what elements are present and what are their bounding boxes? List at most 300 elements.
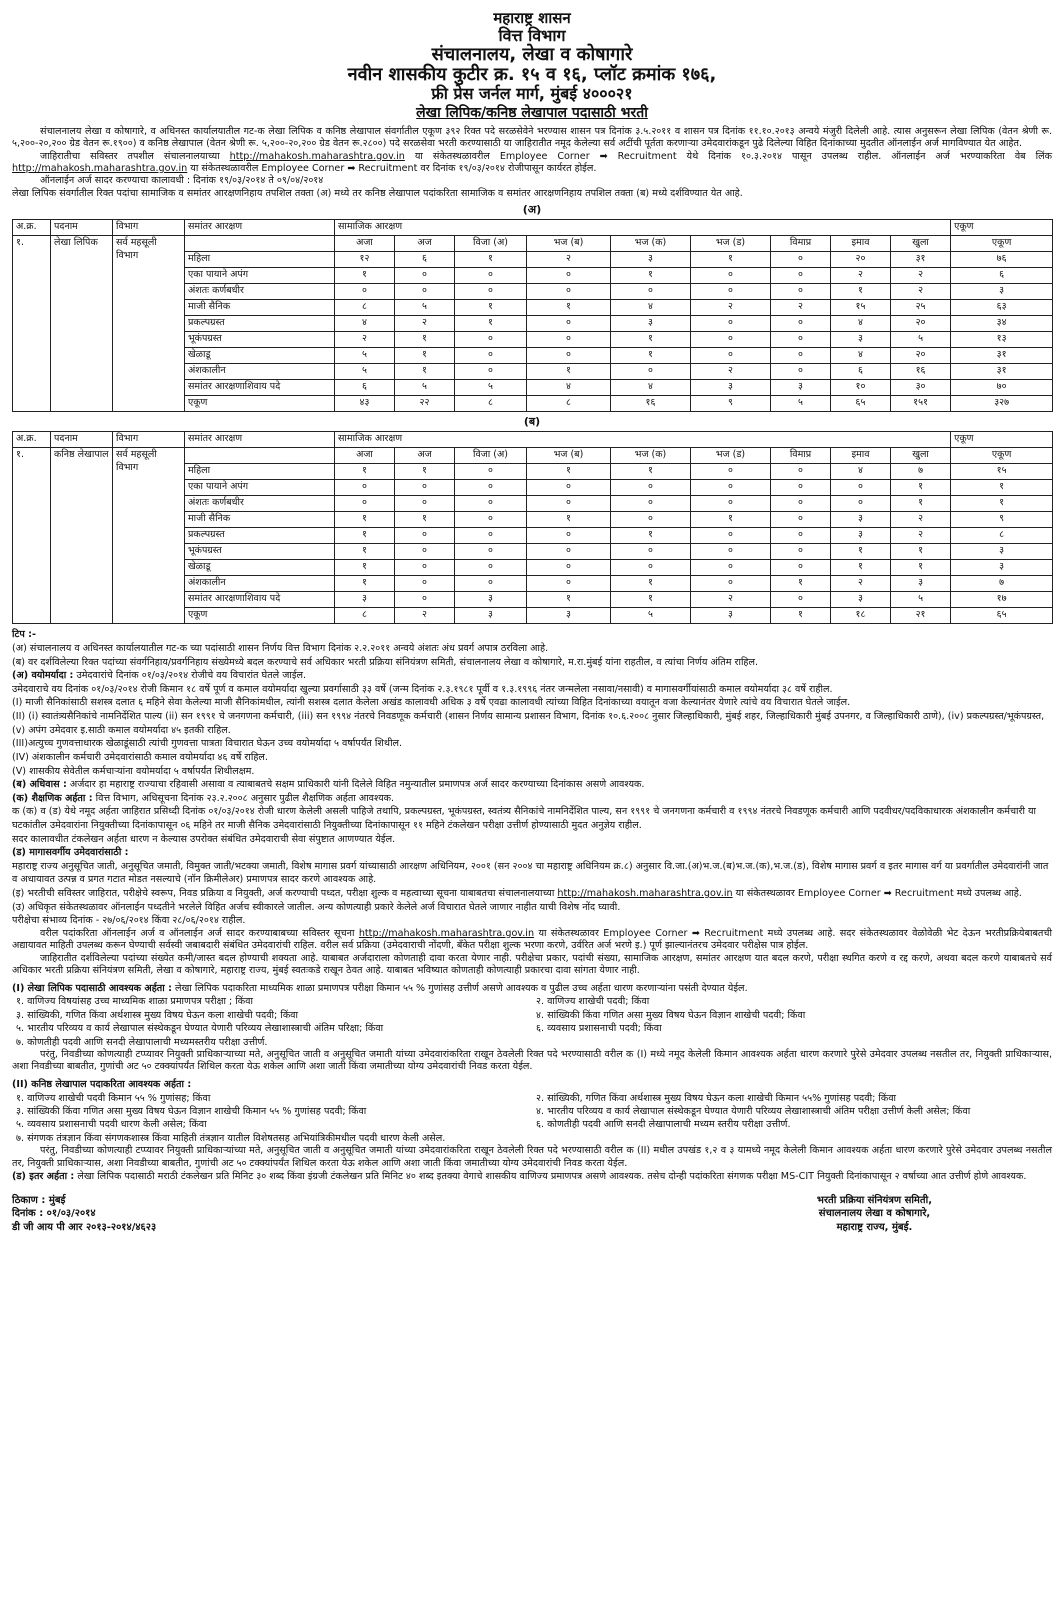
row-label: भूकंपग्रस्त bbox=[185, 332, 335, 348]
cell-value: ० bbox=[771, 592, 831, 608]
col-header-total: एकूण bbox=[951, 220, 1053, 236]
row-label: माजी सैनिक bbox=[185, 512, 335, 528]
cell-value: ० bbox=[771, 544, 831, 560]
signature-line-3: महाराष्ट्र राज्य, मुंबई. bbox=[836, 1221, 913, 1233]
cell-value: २० bbox=[891, 348, 951, 364]
cell-value: ३ bbox=[335, 592, 395, 608]
qual-a-list bbox=[16, 995, 1052, 1049]
intro-paragraph-1: संचालनालय लेखा व कोषागारे, व अधिनस्त कार्यालयातील गट-क लेखा लिपिक व कनिष्ठ लेखापाल संवर्गातील एकूण ३९२ रिक्त पदे सरळसेवेने भरण्यास शासन पत्र दिनांक ३.५.२०११ व शासन पत्र दिनांक ११.१०.२०१३ अन्वये मंजुरी दिलेली आहे. त्यास अनुसरून लेखा लिपिक (वेतन श्रेणी रू. ५,२००-२०,२०० ग्रेड वेतन रू.१९००) व कनिष्ठ लेखापाल (वेतन श्रेणी रू. ५,२००-२०,२०० ग्रेड वेतन रू.२८००) पदे सरळसेवा भरती करण्यासाठी या जाहिरातीत नमूद केलेल्या सर्व अटींची पूर्तता करणाऱ्या उमेदवारांकडून पुढे दिलेल्या विहित दिनांकाच्या मुदतीत ऑनलाईन अर्ज मागविण्यात येत आहेत. bbox=[12, 125, 1052, 150]
table-a-label: (अ) bbox=[522, 203, 542, 217]
cell-value: ६ bbox=[395, 252, 455, 268]
category-header: खुला bbox=[891, 448, 951, 464]
category-header: विजा (अ) bbox=[455, 236, 527, 252]
row-label: प्रकल्पग्रस्त bbox=[185, 528, 335, 544]
cell-value: ० bbox=[527, 560, 611, 576]
qual-a-text: लेखा लिपिक पदाकरिता माध्यमिक शाळा प्रमाणपत्र परीक्षा किमान ५५ % गुणांसह उत्तीर्ण असणे आवश्यक व पुढील उच्च अर्हता धारण करणाऱ्यांना पसंती देण्यात येईल. bbox=[175, 982, 748, 994]
cell-value: ० bbox=[455, 496, 527, 512]
cell-value: ० bbox=[691, 284, 771, 300]
domicile-text: अर्जदार हा महाराष्ट्र राज्याचा रहिवासी असावा व त्याबाबतचे सक्षम प्राधिकारी यांनी दिलेले विहित नमुन्यातील प्रमाणपत्र अर्ज सादर करण्याच्या दिनांकास असणे आवश्यक. bbox=[69, 779, 645, 791]
cell-value: ० bbox=[527, 576, 611, 592]
cell-value: १ bbox=[831, 560, 891, 576]
cell-value: ० bbox=[611, 284, 691, 300]
cell-value: १ bbox=[335, 268, 395, 284]
age-note-5: (IV) अंशकालीन कर्मचारी उमेदवारांसाठी कमाल वयोमर्यादा ४६ वर्षे राहिल. bbox=[12, 751, 268, 763]
cell-value: १७ bbox=[951, 592, 1053, 608]
row-label: एकूण bbox=[185, 396, 335, 412]
cell-value: ५ bbox=[395, 380, 455, 396]
cell-value: २ bbox=[335, 332, 395, 348]
qual-b-item: ५. व्यवसाय प्रशासनाची पदवी धारण केली असेल; किंवा bbox=[16, 1119, 207, 1131]
cell-value: २० bbox=[831, 252, 891, 268]
cell-value: ० bbox=[771, 512, 831, 528]
cell-value: ० bbox=[455, 268, 527, 284]
row-sr: १. bbox=[13, 448, 51, 624]
row-label: महिला bbox=[185, 252, 335, 268]
qual-a-item: ६. व्यवसाय प्रशासनाची पदवी; किंवा bbox=[536, 1023, 662, 1035]
col-header-parallel: समांतर आरक्षण bbox=[185, 220, 335, 236]
row-dept: सर्व महसूली विभाग bbox=[113, 236, 185, 412]
age-note-2: (I) माजी सैनिकांसाठी सशस्त्र दलात ६ महिने सेवा केलेल्या माजी सैनिकांमधील, त्यांनी सशस्त्र दलात केलेला अखंड कालावधी अधिक ३ वर्षे एवढा कालावधी त्यांच्या विहित दिनांकाच्या वयातून वजा केल्यानंतर येणारे त्यांचे वय विचारात घेतले जाईल. bbox=[12, 697, 851, 709]
cell-value: ० bbox=[395, 268, 455, 284]
cell-value: ० bbox=[455, 480, 527, 496]
category-header: अजा bbox=[335, 448, 395, 464]
cell-value: ० bbox=[395, 576, 455, 592]
cell-value: १ bbox=[335, 544, 395, 560]
cell-value: ० bbox=[395, 284, 455, 300]
parallel-header-blank bbox=[185, 236, 335, 252]
exam-date: परीक्षेचा संभाव्य दिनांक - २७/०६/२०१४ किंवा २८/०६/२०१४ राहील. bbox=[12, 915, 246, 927]
col-header-dept: विभाग bbox=[113, 220, 185, 236]
cell-value: ० bbox=[527, 316, 611, 332]
cell-value: ० bbox=[691, 544, 771, 560]
category-header: भज (ब) bbox=[527, 448, 611, 464]
cell-value: २ bbox=[891, 528, 951, 544]
cell-value: ६ bbox=[831, 364, 891, 380]
cell-value: २ bbox=[831, 268, 891, 284]
cell-value: ० bbox=[691, 464, 771, 480]
cell-value: ३४ bbox=[951, 316, 1053, 332]
cell-value: १ bbox=[771, 608, 831, 624]
cell-value: ० bbox=[395, 496, 455, 512]
cell-value: १ bbox=[611, 464, 691, 480]
cell-value: ५ bbox=[891, 592, 951, 608]
cell-value: १ bbox=[335, 528, 395, 544]
row-label: एकूण bbox=[185, 608, 335, 624]
note-a: (अ) संचालनालय व अधिनस्त कार्यालयातील गट-क च्या पदांसाठी शासन निर्णय वित्त विभाग दिनांक २.२.२०११ अन्वये अंशतः अंध प्रवर्ग अपात्र ठरविला आहे. bbox=[12, 643, 549, 655]
domicile-title: (ब) अधिवास : bbox=[12, 779, 67, 791]
header-line-2: वित्त विभाग bbox=[498, 25, 566, 45]
education-note-2: क (क) व (ड) येथे नमूद अर्हता जाहिरात प्रसिध्दी दिनांक ०१/०३/२०१४ रोजी धारण केलेली असली पाहिजे तथापि, प्रकल्पग्रस्त, भूकंपग्रस्त, स्वतंत्र्य सैनिकांचे नामनिर्देशित पाल्य, सन १९९१ चे जनगणना कर्मचारी व १९९४ नंतरचे निवडणूक कर्मचारी आणि पदवीधर/पदविकाधारक अंशकालीन कर्मचारी या घटकांतील उमेदवारांना नियुक्तीच्या दिनांकापासून ०६ महिने तर माजी सैनिक उमेदवारांसाठी नियुक्तीच्या दिनांकापासून ११ महिने टंकलेखन परीक्षा उत्तीर्ण होण्यासाठी मुदत अनुज्ञेय राहील. bbox=[12, 806, 1037, 831]
header-line-4: नवीन शासकीय कुटीर क्र. १५ व १६, प्लॉट क्रमांक १७६, bbox=[347, 63, 717, 85]
cell-value: ८ bbox=[455, 396, 527, 412]
cell-value: ० bbox=[395, 560, 455, 576]
p5a: वरील पदांकरिता ऑनलाईन अर्ज व ऑनलाईन अर्ज सादर करण्याबाबच्या सविस्तर सूचना bbox=[40, 927, 355, 939]
cell-value: १६ bbox=[891, 364, 951, 380]
cell-value: १ bbox=[527, 512, 611, 528]
cell-value: ० bbox=[691, 332, 771, 348]
cell-value: ७ bbox=[951, 576, 1053, 592]
cell-value: ० bbox=[455, 364, 527, 380]
cell-value: ३ bbox=[831, 512, 891, 528]
cell-value: ४ bbox=[335, 316, 395, 332]
qual-b-item: ४. भारतीय परिव्यय व कार्य लेखापाल संस्थेकडून घेण्यात येणारी परिव्यय लेखाशास्त्राची अंतिम परीक्षा उत्तीर्ण केली असेल; किंवा bbox=[536, 1105, 971, 1117]
intro-p2b: या संकेतस्थळावरील Employee Corner ➡ Recruitment येथे दिनांक १०.३.२०१४ पासून उपलब्ध राहील. ऑनलाईन अर्ज भरण्याकरिता वेब लिंक bbox=[414, 150, 1052, 162]
row-post: कनिष्ठ लेखापाल bbox=[51, 448, 113, 624]
cell-value: १ bbox=[527, 464, 611, 480]
cell-value: ५ bbox=[395, 300, 455, 316]
category-header: विमाप्र bbox=[771, 236, 831, 252]
cell-value: १ bbox=[771, 576, 831, 592]
cell-value: १ bbox=[395, 332, 455, 348]
note-b: (ब) वर दर्शविलेल्या रिक्त पदांच्या संवर्गनिहाय/प्रवर्गनिहाय संख्येमध्ये बदल करण्याचे सर्व अधिकार भरती प्रक्रिया संनियंत्रण समिती, संचालनालय लेखा व कोषागारे, म.रा.मुंबई यांना राहतील, व त्यांचा निर्णय अंतिम राहिल. bbox=[12, 656, 759, 668]
qual-b-item: ६. कोणतीही पदवी आणि सनदी लेखापालाची मध्यम स्तरीय परीक्षा उत्तीर्ण. bbox=[536, 1119, 791, 1131]
education-note-3: सदर कालावधीत टंकलेखन अर्हता धारण न केल्यास उपरोक्त संबंधित उमेदवाराची सेवा संपुष्टात आणण्यात येईल. bbox=[12, 833, 396, 845]
qual-b-item-7: ७. संगणक तंत्रज्ञान किंवा संगणकशास्त्र किंवा माहिती तंत्रज्ञान यातील विशेषतसह अभियांत्रिकीमधील पदवी धारण केली असेल. bbox=[16, 1132, 446, 1144]
reservation-table-a bbox=[12, 219, 1053, 412]
website-link-3[interactable]: http://mahakosh.maharashtra.gov.in bbox=[557, 887, 733, 899]
cell-value: ३१ bbox=[891, 252, 951, 268]
cell-value: ३ bbox=[771, 380, 831, 396]
backward-class-note-3: (उ) अधिकृत संकेतस्थळावर ऑनलाईन पध्दतीने भरलेले विहित अर्जच स्वीकारले जातील. अन्य कोणत्याही प्रकारे केलेले अर्ज विचारात घेतले जाणार नाहीत याची विशेष नोंद घ्यावी. bbox=[12, 901, 621, 913]
intro-paragraph-3: ऑनलाईन अर्ज सादर करण्याचा कालावधी : दिनांक १९/०३/२०१४ ते ०९/०४/२०१४ bbox=[40, 175, 324, 187]
cell-value: ४ bbox=[831, 348, 891, 364]
cell-value: २० bbox=[891, 316, 951, 332]
col-header-dept: विभाग bbox=[113, 432, 185, 448]
cell-value: १ bbox=[611, 268, 691, 284]
cell-value: १ bbox=[395, 364, 455, 380]
footer-ref: डी जी आय पी आर २०१३-२०१४/४६२३ bbox=[12, 1221, 157, 1233]
cell-value: ० bbox=[771, 364, 831, 380]
cell-value: ० bbox=[771, 316, 831, 332]
cell-value: ४ bbox=[611, 300, 691, 316]
qual-a-item: २. वाणिज्य शाखेची पदवी; किंवा bbox=[536, 996, 650, 1008]
col-header-post: पदनाम bbox=[51, 432, 113, 448]
qual-b-title: (II) कनिष्ठ लेखापाल पदाकरिता आवश्यक अर्हता : bbox=[12, 1078, 192, 1090]
cell-value: २ bbox=[771, 300, 831, 316]
age-note-6: (V) शासकीय सेवेतील कर्मचाऱ्यांना वयोमर्यादा ५ वर्षापर्यंत शिथीलक्षम. bbox=[12, 765, 255, 777]
cell-value: ३ bbox=[831, 332, 891, 348]
cell-value: १ bbox=[395, 464, 455, 480]
col-header-social: सामाजिक आरक्षण bbox=[335, 220, 951, 236]
cell-value: ५ bbox=[335, 364, 395, 380]
cell-value: ० bbox=[771, 496, 831, 512]
cell-value: २२ bbox=[395, 396, 455, 412]
cell-value: ० bbox=[395, 528, 455, 544]
cell-value: १ bbox=[611, 348, 691, 364]
cell-value: ० bbox=[611, 364, 691, 380]
cell-value: १ bbox=[891, 480, 951, 496]
cell-value: ३ bbox=[455, 592, 527, 608]
cell-value: १ bbox=[527, 364, 611, 380]
cell-value: २ bbox=[891, 268, 951, 284]
cell-value: १० bbox=[831, 380, 891, 396]
age-limit-title: (अ) वयोमर्यादा : bbox=[12, 670, 74, 682]
row-label: खेळाडू bbox=[185, 560, 335, 576]
cell-value: ० bbox=[455, 464, 527, 480]
footer-date: दिनांक : ०१/०३/२०१४ bbox=[12, 1208, 96, 1220]
category-header: एकूण bbox=[951, 448, 1053, 464]
cell-value: ५ bbox=[771, 396, 831, 412]
signature-block bbox=[817, 1194, 932, 1235]
category-header: इमाव bbox=[831, 236, 891, 252]
cell-value: ० bbox=[611, 512, 691, 528]
header bbox=[12, 10, 1052, 122]
cell-value: २ bbox=[691, 592, 771, 608]
intro-paragraph-4: लेखा लिपिक संवर्गातील रिक्त पदांचा सामाजिक व समांतर आरक्षणनिहाय तपशिल तक्ता (अ) मध्ये तर कनिष्ठ लेखापाल पदांकरिता सामाजिक व समांतर आरक्षणनिहाय तपशिल तक्ता (ब) मध्ये दर्शविण्यात येत आहे. bbox=[12, 187, 743, 199]
row-post: लेखा लिपिक bbox=[51, 236, 113, 412]
intro-p2a: जाहिरातीचा सविस्तर तपशील संचालनालयाच्या bbox=[40, 150, 220, 162]
cell-value: १५१ bbox=[891, 396, 951, 412]
cell-value: १ bbox=[395, 348, 455, 364]
cell-value: ४ bbox=[831, 464, 891, 480]
cell-value: ० bbox=[527, 480, 611, 496]
cell-value: ३२७ bbox=[951, 396, 1053, 412]
col-header-sr: अ.क्र. bbox=[13, 220, 51, 236]
cell-value: ६ bbox=[951, 268, 1053, 284]
cell-value: ३ bbox=[527, 608, 611, 624]
cell-value: ० bbox=[771, 268, 831, 284]
cell-value: १ bbox=[335, 512, 395, 528]
header-line-1: महाराष्ट्र शासन bbox=[493, 9, 571, 27]
cell-value: १ bbox=[611, 528, 691, 544]
cell-value: ० bbox=[455, 528, 527, 544]
cell-value: १३ bbox=[951, 332, 1053, 348]
cell-value: ४३ bbox=[335, 396, 395, 412]
education-text: वित्त विभाग, अधिसूचना दिनांक २३.२.२००८ अनुसार पुढील शैक्षणिक अर्हता आवश्यक. bbox=[95, 792, 395, 804]
row-label: महिला bbox=[185, 464, 335, 480]
cell-value: ८ bbox=[335, 300, 395, 316]
qual-a-item: १. वाणिज्य विषयांसह उच्च माध्यमिक शाळा प्रमाणपत्र परीक्षा ; किंवा bbox=[16, 996, 253, 1008]
row-label: अंशकालीन bbox=[185, 576, 335, 592]
cell-value: ३ bbox=[611, 316, 691, 332]
cell-value: १ bbox=[891, 544, 951, 560]
col-header-social: सामाजिक आरक्षण bbox=[335, 432, 951, 448]
cell-value: ३ bbox=[831, 528, 891, 544]
cell-value: ० bbox=[395, 544, 455, 560]
website-link[interactable]: http://mahakosh.maharashtra.gov.in bbox=[229, 150, 405, 162]
qual-b-item: ३. सांख्यिकी किंवा गणित असा मुख्य विषय घेऊन विज्ञान शाखेची किमान ५५ % गुणांसह पदवी; किंवा bbox=[16, 1105, 367, 1117]
cell-value: ६३ bbox=[951, 300, 1053, 316]
cell-value: ७६ bbox=[951, 252, 1053, 268]
cell-value: ० bbox=[527, 348, 611, 364]
cell-value: ० bbox=[691, 348, 771, 364]
qual-b-item: २. सांख्यिकी, गणित किंवा अर्थशास्त्र मुख्य विषय घेऊन कला शाखेची किमान ५५% गुणांसह पदवी; किंवा bbox=[536, 1092, 897, 1104]
cell-value: ० bbox=[455, 512, 527, 528]
cell-value: ० bbox=[455, 544, 527, 560]
cell-value: ० bbox=[527, 332, 611, 348]
cell-value: २ bbox=[527, 252, 611, 268]
footer-place: ठिकाण : मुंबई bbox=[12, 1194, 66, 1206]
cell-value: १ bbox=[951, 496, 1053, 512]
age-limit bbox=[12, 669, 1052, 683]
category-header: एकूण bbox=[951, 236, 1053, 252]
bc2a: (इ) भरतीची सविस्तर जाहिरात, परीक्षेचे स्वरूप, निवड प्रक्रिया व नियुक्ती, अर्ज करण्याची पध्दत, परीक्षा शुल्क व महत्वाच्या सूचना याबाबतचा संचालनालयाच्या bbox=[12, 887, 555, 899]
col-header-sr: अ.क्र. bbox=[13, 432, 51, 448]
cell-value: १ bbox=[611, 332, 691, 348]
header-subtitle: लेखा लिपिक/कनिष्ठ लेखापाल पदासाठी भरती bbox=[416, 104, 648, 121]
col-header-post: पदनाम bbox=[51, 220, 113, 236]
reservation-table-b bbox=[12, 431, 1053, 624]
cell-value: २ bbox=[831, 576, 891, 592]
row-label: अंशतः कर्णबधीर bbox=[185, 284, 335, 300]
cell-value: ० bbox=[691, 268, 771, 284]
category-header: इमाव bbox=[831, 448, 891, 464]
cell-value: ० bbox=[455, 284, 527, 300]
cell-value: ० bbox=[691, 576, 771, 592]
cell-value: ० bbox=[611, 496, 691, 512]
rights-paragraph: जाहिरातीत दर्शविलेल्या पदांच्या संख्येत कमी/जास्त बदल होण्याची शक्यता आहे. याबाबत अर्जदाराला कोणताही दावा करता येणार नाही. परीक्षेचा प्रकार, पदांची संख्या, सामाजिक आरक्षण, समांतर आरक्षण यात बदल करणे, परीक्षा स्थगित करणे व रद्द करणे, अथवा बदल करणे याबाबतचे सर्व अधिकार भरती प्रक्रिया संनियंत्रण समिती, लेखा व कोषागारे, महाराष्ट्र राज्य, मुंबई स्वतःकडे राखून ठेवत आहे. याबाबत भविष्यात कोणताही कोणत्याही प्रकारचा दावा सांगता येणार नाही. bbox=[12, 952, 1052, 977]
category-header: भज (क) bbox=[611, 236, 691, 252]
qual-b-paragraph: परंतु, निवडीच्या कोणत्याही टप्प्यावर नियुक्ती प्राधिकाऱ्यांच्या मते, अनुसूचित जाती व अनुसूचित जमाती यांच्या उमेदवारांकरिता राखून ठेवलेली रिक्त पदे भरण्यासाठी वरील क (II) मधील उपखंड १,२ व ३ यामध्ये नमूद केलेली किमान आवश्यक अर्हता धारण करणारे पुरेसे उमेदवार उपलब्ध नसतील तर, नियुक्ती प्राधिकाऱ्यास, अशा निवडीच्या बाबतीत, गुणांची अट ५० टक्क्यांपर्यंत शिथिल करता येऊ शकेल आणि अशा जाती किंवा जमातीच्या योग्य उमेदवारांची निवड करता येईल. bbox=[12, 1145, 1052, 1169]
cell-value: ० bbox=[771, 332, 831, 348]
cell-value: ९ bbox=[951, 512, 1053, 528]
age-note-3: (II) (i) स्वातंत्र्यसैनिकांचे नामनिर्देशित पाल्य (ii) सन १९९१ चे जनगणना कर्मचारी, (iii) सन १९९४ नंतरचे निवडणूक कर्मचारी (शासन निर्णय सामान्य प्रशासन विभाग, दिनांक १०.६.२००८ नुसार जिल्हाधिकारी, मुंबई शहर, जिल्हाधिकारी मुंबई उपनगर, व जिल्हाधिकारी ठाणे), (iv) प्रकल्पग्रस्त/भूकंपग्रस्त, (v) अपंग उमेदवार इ.साठी कमाल वयोमर्यादा ४५ इतकी राहिल. bbox=[12, 711, 1045, 736]
cell-value: ० bbox=[455, 576, 527, 592]
website-link-2[interactable]: http://mahakosh.maharashtra.gov.in bbox=[12, 163, 188, 174]
row-label: माजी सैनिक bbox=[185, 300, 335, 316]
intro-paragraph-2 bbox=[12, 151, 1052, 176]
table-b-label: (ब) bbox=[523, 415, 541, 429]
qual-a bbox=[12, 982, 1052, 996]
header-line-5: फ्री प्रेस जर्नल मार्ग, मुंबई ४०००२१ bbox=[431, 84, 633, 104]
cell-value: ५ bbox=[611, 608, 691, 624]
category-header: खुला bbox=[891, 236, 951, 252]
cell-value: १ bbox=[335, 464, 395, 480]
cell-value: ० bbox=[455, 348, 527, 364]
cell-value: ३ bbox=[455, 608, 527, 624]
cell-value: २५ bbox=[891, 300, 951, 316]
qual-b-item: १. वाणिज्य शाखेची पदवी किमान ५५ % गुणांसह; किंवा bbox=[16, 1092, 211, 1104]
cell-value: २ bbox=[395, 608, 455, 624]
cell-value: १५ bbox=[831, 300, 891, 316]
cell-value: ३ bbox=[951, 284, 1053, 300]
row-label: एका पायाने अपंग bbox=[185, 268, 335, 284]
cell-value: १ bbox=[395, 512, 455, 528]
cell-value: २ bbox=[691, 364, 771, 380]
category-header: अजा bbox=[335, 236, 395, 252]
cell-value: १ bbox=[611, 592, 691, 608]
cell-value: ८ bbox=[527, 396, 611, 412]
cell-value: ० bbox=[611, 480, 691, 496]
cell-value: २ bbox=[395, 316, 455, 332]
category-header: भज (ब) bbox=[527, 236, 611, 252]
cell-value: ३१ bbox=[951, 364, 1053, 380]
footer bbox=[12, 1194, 1052, 1235]
cell-value: १ bbox=[455, 252, 527, 268]
cell-value: ३ bbox=[831, 592, 891, 608]
row-label: एका पायाने अपंग bbox=[185, 480, 335, 496]
row-label: अंशतः कर्णबधीर bbox=[185, 496, 335, 512]
cell-value: १ bbox=[691, 252, 771, 268]
signature-line-2: संचालनालय लेखा व कोषागारे, bbox=[818, 1208, 931, 1220]
cell-value: ० bbox=[527, 544, 611, 560]
parallel-header-blank bbox=[185, 448, 335, 464]
cell-value: ७ bbox=[891, 464, 951, 480]
cell-value: २ bbox=[891, 512, 951, 528]
cell-value: ६ bbox=[335, 380, 395, 396]
cell-value: ० bbox=[691, 480, 771, 496]
age-note-1: उमेदवाराचे वय दिनांक ०१/०३/२०१४ रोजी किमान १८ वर्षे पूर्ण व कमाल वयोमर्यादा खुल्या प्रवर्गासाठी ३३ वर्षे (जन्म दिनांक २.३.१९८१ पूर्वी व १.३.१९९६ नंतर जन्मलेला नसावा/नसावी) व मागासवर्गीयांसाठी कमाल वयोमर्यादा ३८ वर्षे राहील. bbox=[12, 683, 833, 695]
online-instructions bbox=[12, 928, 1052, 953]
cell-value: २ bbox=[691, 300, 771, 316]
cell-value: ३१ bbox=[951, 348, 1053, 364]
row-sr: १. bbox=[13, 236, 51, 412]
cell-value: ८ bbox=[951, 528, 1053, 544]
other-qual-text: लेखा लिपिक पदासाठी मराठी टंकलेखन प्रति मिनिट ३० शब्द किंवा इंग्रजी टंकलेखन प्रति मिनिट ४० शब्द इतक्या वेगाचे शासकीय वाणिज्य प्रमाणपत्र असणे आवश्यक. तसेच दोन्ही पदांकरिता संगणक परीक्षा MS-CIT नियुक्ती दिनांकापासून २ वर्षाच्या आत उत्तीर्ण होणे आवश्यक. bbox=[77, 1171, 1027, 1183]
cell-value: ० bbox=[455, 560, 527, 576]
row-label: प्रकल्पग्रस्त bbox=[185, 316, 335, 332]
cell-value: ० bbox=[335, 284, 395, 300]
cell-value: ७० bbox=[951, 380, 1053, 396]
cell-value: ३० bbox=[891, 380, 951, 396]
age-limit-text: उमेदवारांचे दिनांक ०१/०३/२०१४ रोजीचे वय विचारांत घेतले जाईल. bbox=[76, 670, 307, 682]
category-header: विमाप्र bbox=[771, 448, 831, 464]
cell-value: ० bbox=[455, 332, 527, 348]
cell-value: ६५ bbox=[951, 608, 1053, 624]
backward-class-note-2 bbox=[12, 887, 1052, 901]
cell-value: १ bbox=[831, 544, 891, 560]
cell-value: १ bbox=[611, 576, 691, 592]
backward-class-title: (ड) मागासवर्गीय उमेदवारांसाठी : bbox=[12, 847, 129, 859]
cell-value: ६५ bbox=[831, 396, 891, 412]
qual-b-list bbox=[16, 1092, 1052, 1132]
age-note-4: (III)अत्युच्च गुणवत्ताधारक खेळाडूंसाठी त्यांची गुणवत्ता पात्रता विचारात घेऊन उच्च वयोमर्यादा ५ वर्षापर्यंत शिथील. bbox=[12, 738, 403, 750]
qual-a-item: ५. भारतीय परिव्यय व कार्य लेखापाल संस्थेकडून घेण्यात येणारी परिव्यय लेखाशास्त्राची अंतिम परिक्षा; किंवा bbox=[16, 1023, 384, 1035]
cell-value: १ bbox=[527, 300, 611, 316]
footer-left bbox=[12, 1194, 156, 1235]
cell-value: १५ bbox=[951, 464, 1053, 480]
cell-value: ० bbox=[527, 528, 611, 544]
cell-value: ९ bbox=[691, 396, 771, 412]
notes-section bbox=[12, 628, 1052, 1184]
cell-value: ० bbox=[771, 284, 831, 300]
cell-value: ० bbox=[691, 496, 771, 512]
cell-value: ३ bbox=[891, 576, 951, 592]
category-header: भज (क) bbox=[611, 448, 691, 464]
qual-a-item: ७. कोणतीही पदवी आणि सनदी लेखापालाची मध्यमस्तरीय परीक्षा उत्तीर्ण. bbox=[16, 1036, 268, 1048]
cell-value: १ bbox=[891, 496, 951, 512]
cell-value: १ bbox=[951, 480, 1053, 496]
p5b: या संकेतस्थळावर Employee Corner ➡ Recruitment मध्ये उपलब्ध आहे. सदर संकेतस्थळावर वेळोवेळी भेट देऊन भरतीप्रक्रियेबाबतची अद्यायावत माहिती उपलब्ध करून घेण्याची सर्वस्वी जबाबदारी संबंधित उमेदवारांची राहिल. वरील सर्व प्रक्रिया (उमेदवाराची नोंदणी, बँकेत परीक्षा शुल्क भरणा करणे, उर्वरित अर्ज भरणे इ.) पूर्ण झाल्यानंतरच उमेदवार परीक्षेस पात्र होईल. bbox=[12, 927, 1052, 952]
cell-value: १ bbox=[891, 560, 951, 576]
cell-value: ० bbox=[611, 560, 691, 576]
row-label: भूकंपग्रस्त bbox=[185, 544, 335, 560]
qual-a-paragraph: परंतु, निवडीच्या कोणत्याही टप्प्यावर नियुक्ती प्राधिकाऱ्याच्या मते, अनुसूचित जाती व अनुसूचित जमाती यांच्या उमेदवारांकरिता राखून ठेवलेली रिक्त पदे भरण्यासाठी वरील क (I) मध्ये नमूद केलेली किमान आवश्यक अर्हता धारण करणारे पुरेसे उमेदवार उपलब्ध नसतील तर, नियुक्ती प्राधिकाऱ्यास, अशा निवडीच्या बाबतीत, गुणांची अट ५० टक्क्यांपर्यंत शिथिल करता येऊ शकेल आणि अशा जाती किंवा जमातीच्या योग्य उमेदवारांची निवड करता येईल. bbox=[12, 1048, 1052, 1073]
intro-p2c: या संकेतस्थळावरील Employee Corner ➡ Recruitment वर दिनांक १९/०३/२०१४ रोजीपासून कार्यरत होईल. bbox=[190, 163, 597, 174]
cell-value: ० bbox=[771, 464, 831, 480]
cell-value: १ bbox=[831, 284, 891, 300]
cell-value: ० bbox=[335, 496, 395, 512]
cell-value: ० bbox=[771, 252, 831, 268]
cell-value: ० bbox=[527, 284, 611, 300]
row-label: अंशकालीन bbox=[185, 364, 335, 380]
cell-value: ० bbox=[395, 480, 455, 496]
education bbox=[12, 792, 1052, 806]
cell-value: १८ bbox=[831, 608, 891, 624]
website-link-4[interactable]: http://mahakosh.maharashtra.gov.in bbox=[358, 927, 535, 939]
education-title: (क) शैक्षणिक अर्हता : bbox=[12, 792, 93, 804]
cell-value: ० bbox=[691, 560, 771, 576]
cell-value: ० bbox=[771, 348, 831, 364]
cell-value: १६ bbox=[611, 396, 691, 412]
cell-value: ४ bbox=[527, 380, 611, 396]
cell-value: ० bbox=[335, 480, 395, 496]
cell-value: ३ bbox=[951, 560, 1053, 576]
cell-value: ३ bbox=[691, 380, 771, 396]
cell-value: ० bbox=[831, 480, 891, 496]
cell-value: ० bbox=[527, 496, 611, 512]
cell-value: १ bbox=[455, 316, 527, 332]
